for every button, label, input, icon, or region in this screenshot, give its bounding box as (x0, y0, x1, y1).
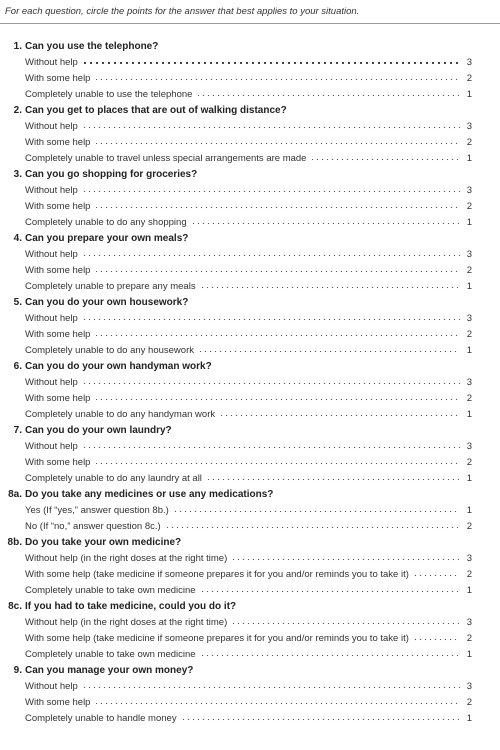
answer-label: With some help (take medicine if someone prepares it for you and/or reminds you to take it) (25, 632, 409, 644)
dot-leader (206, 476, 460, 482)
answer-points[interactable]: 1 (466, 584, 472, 596)
question-text: Can you do your own handyman work? (25, 360, 212, 372)
dot-leader (181, 716, 460, 722)
question-number: 5. (13, 296, 22, 308)
dot-leader (94, 140, 460, 146)
answer-points[interactable]: 3 (466, 616, 472, 628)
question-block (0, 422, 500, 486)
dot-leader (413, 572, 460, 578)
answer-label: Completely unable to do any housework (25, 344, 194, 356)
answer-label: Without help (in the right doses at the right time) (25, 616, 228, 628)
answer-points[interactable]: 2 (466, 72, 472, 84)
dot-leader (82, 60, 460, 66)
question-text: Can you prepare your own meals? (25, 232, 189, 244)
answer-label: With some help (25, 264, 91, 276)
answer-option[interactable] (0, 342, 500, 358)
dot-leader (82, 380, 460, 386)
answer-label: With some help (25, 456, 91, 468)
dot-leader (231, 620, 460, 626)
question-heading (0, 230, 500, 246)
answer-option[interactable] (0, 118, 500, 134)
answer-points[interactable]: 1 (466, 472, 472, 484)
question-number: 4. (13, 232, 22, 244)
answer-label: Without help (25, 680, 78, 692)
dot-leader (310, 156, 460, 162)
answer-label: With some help (25, 392, 91, 404)
dot-leader (94, 396, 460, 402)
answer-points[interactable]: 3 (466, 376, 472, 388)
dot-leader (82, 252, 460, 258)
question-block (0, 230, 500, 294)
answer-label: Completely unable to travel unless special arrangements are made (25, 152, 307, 164)
answer-option[interactable] (0, 390, 500, 406)
answer-option[interactable] (0, 630, 500, 646)
instructions-text: For each question, circle the points for the answer that best applies to your situation. (5, 6, 360, 17)
question-heading (0, 534, 500, 550)
question-text: If you had to take medicine, could you do it? (25, 600, 237, 612)
answer-points[interactable]: 3 (466, 312, 472, 324)
dot-leader (94, 332, 460, 338)
answer-label: Completely unable to use the telephone (25, 88, 193, 100)
question-number: 8b. (7, 536, 22, 548)
answer-points[interactable]: 3 (466, 184, 472, 196)
answer-points[interactable]: 3 (466, 56, 472, 68)
answer-label: Without help (25, 440, 78, 452)
dot-leader (94, 460, 460, 466)
dot-leader (94, 268, 460, 274)
answer-label: Without help (25, 376, 78, 388)
question-heading (0, 422, 500, 438)
answer-points[interactable]: 1 (466, 408, 472, 420)
answer-option[interactable] (0, 550, 500, 566)
answer-option[interactable] (0, 262, 500, 278)
answer-label: Without help (25, 248, 78, 260)
question-text: Can you manage your own money? (25, 664, 194, 676)
question-text: Can you get to places that are out of walking distance? (25, 104, 287, 116)
answer-option[interactable] (0, 214, 500, 230)
dot-leader (200, 588, 460, 594)
question-number: 7. (13, 424, 22, 436)
answer-option[interactable] (0, 54, 500, 70)
answer-points[interactable]: 2 (466, 328, 472, 340)
answer-label: Yes (If “yes,” answer question 8b.) (25, 504, 169, 516)
answer-points[interactable]: 1 (466, 280, 472, 292)
answer-label: Without help (in the right doses at the right time) (25, 552, 228, 564)
answer-points[interactable]: 1 (466, 712, 472, 724)
answer-label: Completely unable to do any shopping (25, 216, 187, 228)
answer-option[interactable] (0, 710, 500, 726)
dot-leader (219, 412, 460, 418)
answer-points[interactable]: 3 (466, 120, 472, 132)
question-text: Can you do your own housework? (25, 296, 189, 308)
answer-option[interactable] (0, 278, 500, 294)
dot-leader (200, 652, 460, 658)
answer-option[interactable] (0, 150, 500, 166)
answer-option[interactable] (0, 694, 500, 710)
answer-label: Completely unable to take own medicine (25, 648, 196, 660)
answer-option[interactable] (0, 502, 500, 518)
question-text: Do you take your own medicine? (25, 536, 182, 548)
answer-points[interactable]: 1 (466, 504, 472, 516)
answer-option[interactable] (0, 86, 500, 102)
answer-label: Without help (25, 312, 78, 324)
question-heading (0, 358, 500, 374)
dot-leader (82, 124, 460, 130)
question-block (0, 294, 500, 358)
question-text: Can you go shopping for groceries? (25, 168, 198, 180)
question-text: Can you use the telephone? (25, 40, 159, 52)
question-heading (0, 294, 500, 310)
answer-points[interactable]: 1 (466, 88, 472, 100)
answer-label: With some help (25, 72, 91, 84)
dot-leader (82, 444, 460, 450)
answer-label: Completely unable to do any handyman work (25, 408, 216, 420)
answer-option[interactable] (0, 70, 500, 86)
answer-option[interactable] (0, 646, 500, 662)
dot-leader (82, 316, 460, 322)
answer-label: Completely unable to prepare any meals (25, 280, 196, 292)
question-text: Do you take any medicines or use any medications? (25, 488, 274, 500)
answer-option[interactable] (0, 614, 500, 630)
answer-label: No (If “no,” answer question 8c.) (25, 520, 161, 532)
answer-label: Completely unable to do any laundry at all (25, 472, 202, 484)
answer-label: Without help (25, 184, 78, 196)
dot-leader (413, 636, 460, 642)
answer-points[interactable]: 3 (466, 552, 472, 564)
answer-points[interactable]: 2 (466, 696, 472, 708)
answer-option[interactable] (0, 438, 500, 454)
dot-leader (191, 220, 460, 226)
answer-points[interactable]: 3 (466, 440, 472, 452)
answer-points[interactable]: 2 (466, 456, 472, 468)
question-number: 9. (13, 664, 22, 676)
answer-option[interactable] (0, 470, 500, 486)
answer-points[interactable]: 2 (466, 264, 472, 276)
dot-leader (198, 348, 460, 354)
question-number: 8a. (8, 488, 22, 500)
question-heading (0, 102, 500, 118)
dot-leader (196, 92, 460, 98)
question-number: 6. (13, 360, 22, 372)
dot-leader (94, 76, 460, 82)
answer-label: With some help (25, 200, 91, 212)
question-block (0, 38, 500, 102)
answer-points[interactable]: 2 (466, 392, 472, 404)
question-block (0, 598, 500, 662)
dot-leader (165, 524, 460, 530)
question-block (0, 486, 500, 534)
answer-option[interactable] (0, 374, 500, 390)
dot-leader (94, 700, 460, 706)
question-block (0, 358, 500, 422)
answer-option[interactable] (0, 518, 500, 534)
dot-leader (82, 188, 460, 194)
answer-points[interactable]: 3 (466, 248, 472, 260)
question-block (0, 102, 500, 166)
question-block (0, 166, 500, 230)
dot-leader (173, 508, 460, 514)
answer-option[interactable] (0, 678, 500, 694)
answer-points[interactable]: 1 (466, 152, 472, 164)
question-number: 2. (13, 104, 22, 116)
answer-label: Completely unable to take own medicine (25, 584, 196, 596)
dot-leader (231, 556, 460, 562)
dot-leader (94, 204, 460, 210)
question-text: Can you do your own laundry? (25, 424, 172, 436)
answer-label: Without help (25, 120, 78, 132)
answer-points[interactable]: 1 (466, 216, 472, 228)
answer-points[interactable]: 1 (466, 344, 472, 356)
answer-option[interactable] (0, 566, 500, 582)
question-number: 1. (13, 40, 22, 52)
question-heading (0, 662, 500, 678)
answer-points[interactable]: 1 (466, 648, 472, 660)
answer-label: Without help (25, 56, 78, 68)
question-list (0, 38, 500, 726)
answer-points[interactable]: 3 (466, 680, 472, 692)
answer-option[interactable] (0, 310, 500, 326)
answer-points[interactable]: 2 (466, 568, 472, 580)
question-number: 3. (13, 168, 22, 180)
question-heading (0, 38, 500, 54)
answer-option[interactable] (0, 198, 500, 214)
answer-option[interactable] (0, 246, 500, 262)
answer-label: With some help (25, 328, 91, 340)
question-block (0, 534, 500, 598)
answer-option[interactable] (0, 582, 500, 598)
question-block (0, 662, 500, 726)
question-heading (0, 166, 500, 182)
answer-option[interactable] (0, 182, 500, 198)
answer-label: Completely unable to handle money (25, 712, 177, 724)
dot-leader (200, 284, 460, 290)
answer-label: With some help (25, 136, 91, 148)
answer-option[interactable] (0, 326, 500, 342)
question-number: 8c. (8, 600, 22, 612)
answer-label: With some help (25, 696, 91, 708)
question-heading (0, 598, 500, 614)
answer-option[interactable] (0, 406, 500, 422)
question-heading (0, 486, 500, 502)
answer-option[interactable] (0, 454, 500, 470)
answer-points[interactable]: 2 (466, 200, 472, 212)
dot-leader (82, 684, 460, 690)
header-divider (0, 23, 500, 24)
answer-label: With some help (take medicine if someone prepares it for you and/or reminds you to take it) (25, 568, 409, 580)
answer-points[interactable]: 2 (466, 632, 472, 644)
answer-points[interactable]: 2 (466, 136, 472, 148)
answer-option[interactable] (0, 134, 500, 150)
answer-points[interactable]: 2 (466, 520, 472, 532)
